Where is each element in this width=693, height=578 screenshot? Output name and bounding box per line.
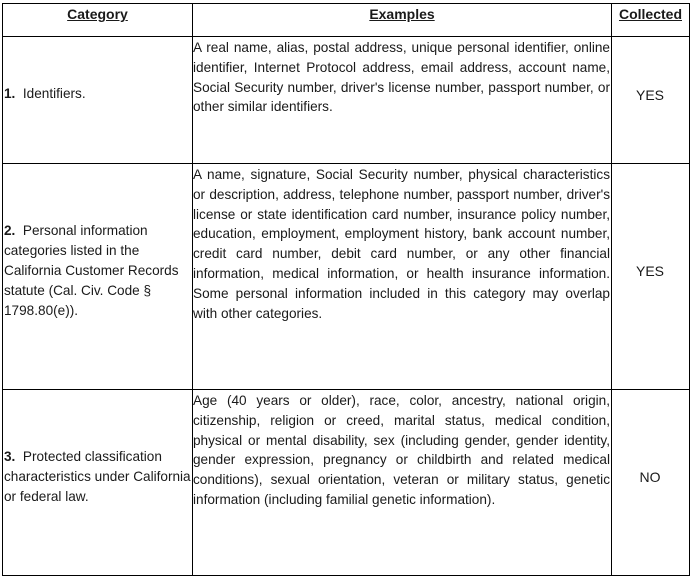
header-collected: Collected xyxy=(618,6,682,22)
header-divider xyxy=(2,36,690,37)
row-divider-1 xyxy=(2,163,690,164)
row-2-number: 2. xyxy=(4,223,16,238)
header-category: Category xyxy=(67,6,128,22)
row-2-category xyxy=(4,221,192,321)
table-border-right xyxy=(689,3,690,576)
row-1-collected: YES xyxy=(635,87,664,103)
row-1-category-text: Identifiers. xyxy=(22,86,86,101)
table-border-top xyxy=(2,3,690,4)
row-3-collected: NO xyxy=(639,469,661,485)
row-3-number: 3. xyxy=(4,449,16,464)
row-3-category xyxy=(4,447,192,507)
header-examples: Examples xyxy=(369,6,435,22)
row-3-category-text: Protected classification characteristics under California or federal law. xyxy=(4,449,191,504)
row-1-examples: A real name, alias, postal address, unique personal identifier, online identifier, Internet Protocol address, email address, account name, Social Security number, driver's license number, passport number, or other similar identifiers. xyxy=(193,40,610,115)
row-2-collected: YES xyxy=(635,263,664,279)
row-divider-2 xyxy=(2,389,690,390)
row-2-category-text: Personal information categories listed in the California Customer Records statute (Cal. Civ. Code § 1798.80(e)). xyxy=(4,223,179,318)
table-border-bottom xyxy=(2,575,690,576)
row-3-examples: Age (40 years or older), race, color, ancestry, national origin, citizenship, religion or creed, marital status, medical condition, physical or mental disability, sex (including gender, gender identity, gender expression, pregnancy or childbirth and related medical conditions), sexual orientation, veteran or military status, genetic information (including familial genetic information). xyxy=(193,393,610,507)
row-2-examples: A name, signature, Social Security number, physical characteristics or description, address, telephone number, passport number, driver's license or state identification card number, insurance policy number, education, employment, employment history, bank account number, credit card number, debit card number, or any other financial information, medical information, or health insurance information. Some personal information included in this category may overlap with other categories. xyxy=(193,167,610,321)
table-border-left xyxy=(2,3,3,576)
row-1-number: 1. xyxy=(4,86,16,101)
row-1-category xyxy=(4,84,192,104)
